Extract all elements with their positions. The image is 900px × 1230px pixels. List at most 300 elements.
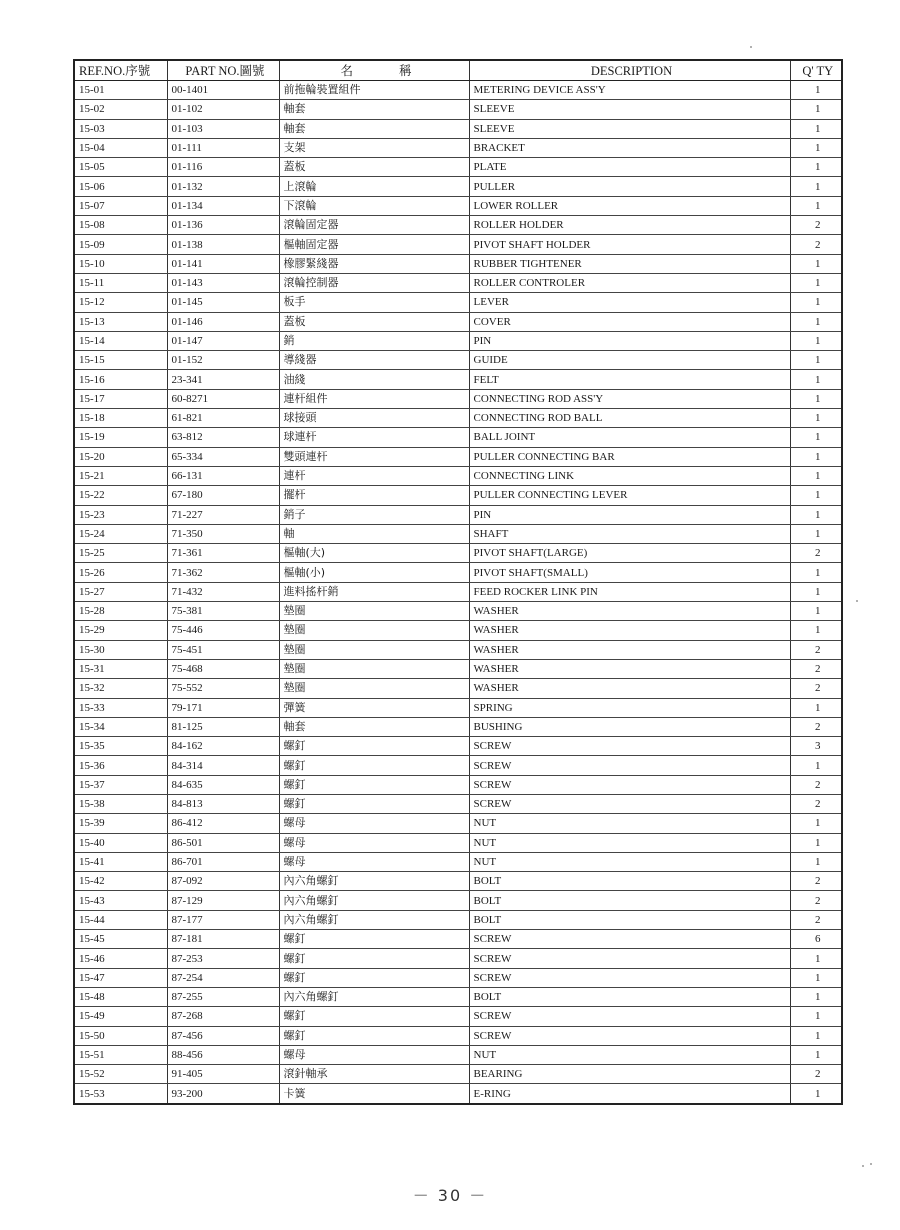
name-cell: 螺釘 [279,775,469,794]
qty-cell: 2 [790,544,842,563]
name-cell: 螺釘 [279,949,469,968]
ref-no-cell: 15-13 [74,312,167,331]
part-no-cell: 01-103 [167,119,279,138]
part-no-cell: 84-813 [167,794,279,813]
description-cell: FEED ROCKER LINK PIN [469,582,790,601]
part-no-cell: 87-253 [167,949,279,968]
name-cell: 連杆 [279,466,469,485]
name-cell: 墊圈 [279,621,469,640]
part-no-cell: 01-136 [167,216,279,235]
description-cell: SCREW [469,737,790,756]
ref-no-cell: 15-31 [74,659,167,678]
part-no-cell: 66-131 [167,466,279,485]
part-no-cell: 87-255 [167,987,279,1006]
description-cell: WASHER [469,621,790,640]
table-row [74,196,842,215]
ref-no-cell: 15-50 [74,1026,167,1045]
table-row [74,158,842,177]
description-cell: PIVOT SHAFT(LARGE) [469,544,790,563]
name-cell: 軸 [279,524,469,543]
table-row [74,100,842,119]
ref-no-cell: 15-28 [74,602,167,621]
qty-cell: 1 [790,196,842,215]
table-row [74,679,842,698]
name-cell: 滾輪固定器 [279,216,469,235]
part-no-cell: 71-432 [167,582,279,601]
qty-cell: 2 [790,679,842,698]
ref-no-cell: 15-09 [74,235,167,254]
description-cell: SLEEVE [469,119,790,138]
table-row [74,1065,842,1084]
name-cell: 油綫 [279,370,469,389]
description-cell: WASHER [469,659,790,678]
description-cell: BOLT [469,872,790,891]
description-cell: PULLER CONNECTING LEVER [469,486,790,505]
name-cell: 螺釘 [279,930,469,949]
qty-cell: 1 [790,486,842,505]
ref-no-cell: 15-26 [74,563,167,582]
table-row [74,621,842,640]
description-cell: PIVOT SHAFT HOLDER [469,235,790,254]
qty-cell: 1 [790,814,842,833]
name-cell: 內六角螺釘 [279,891,469,910]
qty-cell: 1 [790,1026,842,1045]
scan-speck [862,1165,864,1167]
parts-list-sheet [73,59,841,1105]
table-row [74,389,842,408]
part-no-cell: 01-138 [167,235,279,254]
description-cell: SCREW [469,949,790,968]
name-cell: 內六角螺釘 [279,872,469,891]
table-row [74,331,842,350]
ref-no-cell: 15-30 [74,640,167,659]
table-row [74,1084,842,1104]
qty-cell: 1 [790,293,842,312]
part-no-cell: 87-254 [167,968,279,987]
ref-no-cell: 15-38 [74,794,167,813]
table-row [74,891,842,910]
qty-cell: 1 [790,312,842,331]
description-cell: BOLT [469,987,790,1006]
qty-cell: 2 [790,891,842,910]
ref-no-cell: 15-24 [74,524,167,543]
name-cell: 軸套 [279,119,469,138]
name-cell: 下滾輪 [279,196,469,215]
description-cell: FELT [469,370,790,389]
name-cell: 螺釘 [279,1007,469,1026]
part-no-cell: 86-701 [167,852,279,871]
description-cell: PIVOT SHAFT(SMALL) [469,563,790,582]
ref-no-cell: 15-49 [74,1007,167,1026]
table-row [74,602,842,621]
part-no-cell: 01-146 [167,312,279,331]
name-cell: 樞軸(小) [279,563,469,582]
qty-cell: 1 [790,987,842,1006]
table-row [74,81,842,100]
part-no-cell: 01-111 [167,138,279,157]
name-cell: 球接頭 [279,409,469,428]
qty-cell: 1 [790,100,842,119]
qty-cell: 1 [790,524,842,543]
ref-no-cell: 15-29 [74,621,167,640]
qty-cell: 1 [790,968,842,987]
qty-cell: 2 [790,872,842,891]
table-row [74,968,842,987]
part-no-cell: 81-125 [167,717,279,736]
table-row [74,737,842,756]
ref-no-cell: 15-23 [74,505,167,524]
ref-no-cell: 15-17 [74,389,167,408]
ref-no-cell: 15-47 [74,968,167,987]
qty-cell: 1 [790,1007,842,1026]
description-cell: GUIDE [469,351,790,370]
part-no-cell: 01-134 [167,196,279,215]
description-cell: NUT [469,814,790,833]
ref-no-cell: 15-39 [74,814,167,833]
part-no-cell: 71-362 [167,563,279,582]
qty-cell: 6 [790,930,842,949]
ref-no-cell: 15-41 [74,852,167,871]
qty-cell: 1 [790,273,842,292]
part-no-cell: 65-334 [167,447,279,466]
ref-no-cell: 15-51 [74,1045,167,1064]
table-row [74,351,842,370]
table-row [74,505,842,524]
part-no-cell: 84-635 [167,775,279,794]
qty-cell: 1 [790,81,842,100]
ref-no-cell: 15-10 [74,254,167,273]
name-cell: 連杆組件 [279,389,469,408]
name-cell: 橡膠緊綫器 [279,254,469,273]
part-no-cell: 00-1401 [167,81,279,100]
description-cell: PIN [469,331,790,350]
qty-cell: 1 [790,756,842,775]
name-cell: 銷 [279,331,469,350]
name-cell: 支架 [279,138,469,157]
table-row [74,814,842,833]
description-cell: PLATE [469,158,790,177]
qty-cell: 1 [790,254,842,273]
description-cell: SCREW [469,930,790,949]
table-row [74,1007,842,1026]
part-no-cell: 23-341 [167,370,279,389]
ref-no-cell: 15-52 [74,1065,167,1084]
qty-cell: 1 [790,621,842,640]
qty-cell: 1 [790,389,842,408]
ref-no-cell: 15-04 [74,138,167,157]
qty-cell: 1 [790,602,842,621]
description-cell: RUBBER TIGHTENER [469,254,790,273]
qty-cell: 1 [790,833,842,852]
qty-cell: 1 [790,331,842,350]
table-row [74,659,842,678]
description-cell: PULLER CONNECTING BAR [469,447,790,466]
table-row [74,216,842,235]
description-cell: BOLT [469,910,790,929]
ref-no-cell: 15-20 [74,447,167,466]
table-row [74,930,842,949]
part-no-cell: 01-147 [167,331,279,350]
table-row [74,119,842,138]
ref-no-cell: 15-44 [74,910,167,929]
table-row [74,717,842,736]
ref-no-cell: 15-53 [74,1084,167,1104]
qty-cell: 1 [790,582,842,601]
qty-cell: 2 [790,717,842,736]
table-row [74,428,842,447]
header-name-char1: 名 [340,63,353,78]
table-row [74,138,842,157]
part-no-cell: 87-129 [167,891,279,910]
scan-speck [856,600,858,602]
description-cell: CONNECTING LINK [469,466,790,485]
scan-speck [750,46,752,48]
description-cell: SPRING [469,698,790,717]
description-cell: SHAFT [469,524,790,543]
name-cell: 螺母 [279,1045,469,1064]
table-row [74,293,842,312]
table-row [74,1045,842,1064]
ref-no-cell: 15-35 [74,737,167,756]
description-cell: NUT [469,852,790,871]
ref-no-cell: 15-01 [74,81,167,100]
description-cell: SCREW [469,1007,790,1026]
name-cell: 螺釘 [279,1026,469,1045]
table-row [74,563,842,582]
ref-no-cell: 15-03 [74,119,167,138]
qty-cell: 1 [790,563,842,582]
ref-no-cell: 15-19 [74,428,167,447]
description-cell: LOWER ROLLER [469,196,790,215]
qty-cell: 2 [790,910,842,929]
ref-no-cell: 15-15 [74,351,167,370]
description-cell: CONNECTING ROD ASS'Y [469,389,790,408]
ref-no-cell: 15-05 [74,158,167,177]
description-cell: E-RING [469,1084,790,1104]
qty-cell: 1 [790,466,842,485]
ref-no-cell: 15-45 [74,930,167,949]
description-cell: PULLER [469,177,790,196]
part-no-cell: 71-227 [167,505,279,524]
qty-cell: 1 [790,158,842,177]
part-no-cell: 79-171 [167,698,279,717]
qty-cell: 1 [790,1084,842,1104]
part-no-cell: 01-132 [167,177,279,196]
description-cell: LEVER [469,293,790,312]
part-no-cell: 75-381 [167,602,279,621]
qty-cell: 1 [790,370,842,389]
ref-no-cell: 15-12 [74,293,167,312]
name-cell: 滾輪控制器 [279,273,469,292]
ref-no-cell: 15-06 [74,177,167,196]
name-cell: 螺釘 [279,756,469,775]
table-header [74,60,842,81]
table-row [74,409,842,428]
qty-cell: 1 [790,177,842,196]
ref-no-cell: 15-16 [74,370,167,389]
description-cell: COVER [469,312,790,331]
header-row [74,60,842,81]
qty-cell: 1 [790,852,842,871]
ref-no-cell: 15-36 [74,756,167,775]
table-row [74,833,842,852]
table-row [74,775,842,794]
qty-cell: 1 [790,505,842,524]
name-cell: 內六角螺釘 [279,910,469,929]
part-no-cell: 87-177 [167,910,279,929]
part-no-cell: 88-456 [167,1045,279,1064]
description-cell: BUSHING [469,717,790,736]
table-row [74,524,842,543]
ref-no-cell: 15-21 [74,466,167,485]
table-row [74,544,842,563]
ref-no-cell: 15-46 [74,949,167,968]
description-cell: SCREW [469,756,790,775]
qty-cell: 2 [790,775,842,794]
description-cell: BALL JOINT [469,428,790,447]
parts-table [73,59,843,1105]
name-cell: 導綫器 [279,351,469,370]
ref-no-cell: 15-42 [74,872,167,891]
name-cell: 卡簧 [279,1084,469,1104]
part-no-cell: 63-812 [167,428,279,447]
description-cell: CONNECTING ROD BALL [469,409,790,428]
description-cell: ROLLER HOLDER [469,216,790,235]
qty-cell: 2 [790,235,842,254]
part-no-cell: 75-446 [167,621,279,640]
name-cell: 內六角螺釘 [279,987,469,1006]
part-no-cell: 86-412 [167,814,279,833]
part-no-cell: 01-141 [167,254,279,273]
part-no-cell: 91-405 [167,1065,279,1084]
qty-cell: 2 [790,216,842,235]
part-no-cell: 71-350 [167,524,279,543]
table-row [74,466,842,485]
description-cell: BOLT [469,891,790,910]
name-cell: 螺釘 [279,737,469,756]
ref-no-cell: 15-34 [74,717,167,736]
table-row [74,949,842,968]
name-cell: 墊圈 [279,640,469,659]
ref-no-cell: 15-07 [74,196,167,215]
name-cell: 球連杆 [279,428,469,447]
table-row [74,370,842,389]
part-no-cell: 87-181 [167,930,279,949]
name-cell: 墊圈 [279,602,469,621]
header-name-char2: 稱 [399,63,412,78]
part-no-cell: 75-552 [167,679,279,698]
name-cell: 擺杆 [279,486,469,505]
description-cell: WASHER [469,640,790,659]
ref-no-cell: 15-32 [74,679,167,698]
qty-cell: 1 [790,409,842,428]
scan-speck [870,1163,872,1165]
name-cell: 螺母 [279,814,469,833]
part-no-cell: 86-501 [167,833,279,852]
qty-cell: 1 [790,138,842,157]
description-cell: SCREW [469,794,790,813]
qty-cell: 1 [790,119,842,138]
part-no-cell: 87-456 [167,1026,279,1045]
part-no-cell: 01-152 [167,351,279,370]
table-row [74,254,842,273]
table-row [74,273,842,292]
header-qty: Q' TY [790,60,842,81]
table-row [74,582,842,601]
table-row [74,910,842,929]
name-cell: 螺釘 [279,794,469,813]
table-row [74,235,842,254]
name-cell: 彈簧 [279,698,469,717]
description-cell: SLEEVE [469,100,790,119]
name-cell: 銷子 [279,505,469,524]
ref-no-cell: 15-27 [74,582,167,601]
qty-cell: 2 [790,640,842,659]
table-row [74,987,842,1006]
table-row [74,698,842,717]
name-cell: 板手 [279,293,469,312]
ref-no-cell: 15-02 [74,100,167,119]
page-number: － 30 － [412,1186,488,1205]
part-no-cell: 84-162 [167,737,279,756]
part-no-cell: 01-116 [167,158,279,177]
table-body [74,81,842,1104]
name-cell: 軸套 [279,717,469,736]
name-cell: 墊圈 [279,659,469,678]
name-cell: 雙頭連杆 [279,447,469,466]
description-cell: METERING DEVICE ASS'Y [469,81,790,100]
name-cell: 樞軸固定器 [279,235,469,254]
ref-no-cell: 15-08 [74,216,167,235]
table-row [74,1026,842,1045]
ref-no-cell: 15-33 [74,698,167,717]
description-cell: WASHER [469,602,790,621]
qty-cell: 3 [790,737,842,756]
header-description: DESCRIPTION [469,60,790,81]
part-no-cell: 87-092 [167,872,279,891]
qty-cell: 2 [790,1065,842,1084]
qty-cell: 1 [790,428,842,447]
header-ref-no: REF.NO.序號 [74,60,167,81]
ref-no-cell: 15-25 [74,544,167,563]
part-no-cell: 87-268 [167,1007,279,1026]
name-cell: 前拖輪裝置組件 [279,81,469,100]
ref-no-cell: 15-37 [74,775,167,794]
table-row [74,872,842,891]
description-cell: SCREW [469,775,790,794]
part-no-cell: 67-180 [167,486,279,505]
table-row [74,177,842,196]
description-cell: BRACKET [469,138,790,157]
table-row [74,640,842,659]
name-cell: 螺母 [279,833,469,852]
qty-cell: 2 [790,659,842,678]
header-name [279,60,469,81]
description-cell: NUT [469,1045,790,1064]
table-row [74,756,842,775]
qty-cell: 1 [790,351,842,370]
ref-no-cell: 15-14 [74,331,167,350]
part-no-cell: 01-102 [167,100,279,119]
qty-cell: 1 [790,447,842,466]
part-no-cell: 01-143 [167,273,279,292]
name-cell: 上滾輪 [279,177,469,196]
description-cell: NUT [469,833,790,852]
table-row [74,486,842,505]
part-no-cell: 93-200 [167,1084,279,1104]
table-row [74,794,842,813]
ref-no-cell: 15-48 [74,987,167,1006]
